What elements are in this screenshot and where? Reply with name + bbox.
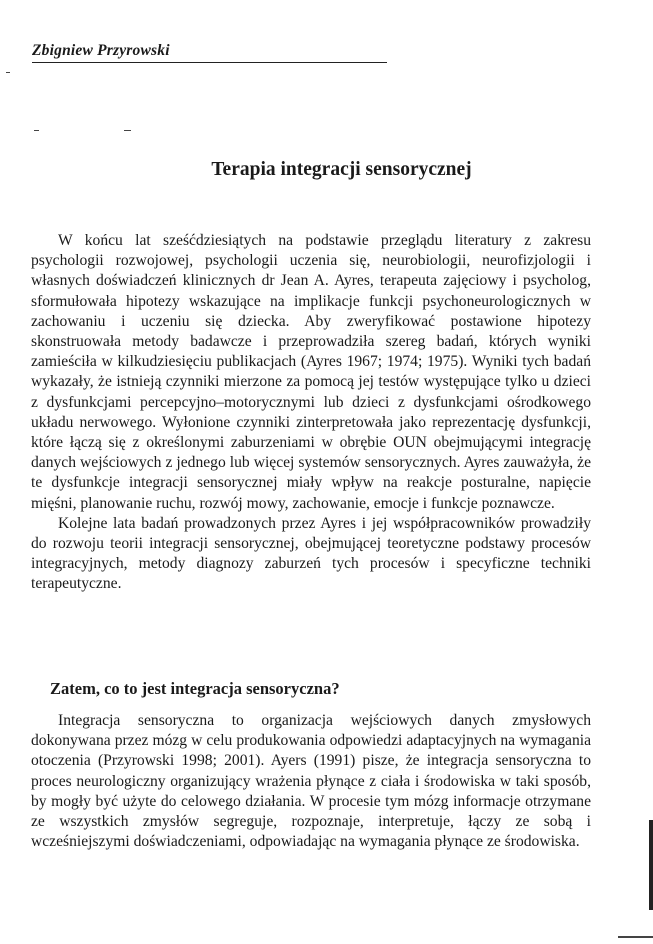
scan-edge-mark xyxy=(649,820,653,910)
paragraph: Kolejne lata badań prowadzonych przez Ayres i jej współpracowników prowadziły do rozwoju teorii integracji sensorycznej, obejmującej teoretyczne podstawy procesów integracyjnych, metody diagnozy zaburzeń tych procesów i specyficzne techniki terapeutyczne. xyxy=(31,514,591,593)
scan-speck xyxy=(34,130,39,131)
scan-speck xyxy=(124,130,131,131)
scan-speck xyxy=(6,72,10,73)
section-text xyxy=(31,711,591,852)
paragraph: W końcu lat sześćdziesiątych na podstawie przeglądu literatury z zakresu psychologii rozwojowej, psychologii uczenia się, neurobiologii, neurofizjologii i własnych doświadczeń klinicznych dr Jean A. Ayres, terapeuta zajęciowy i psycholog, sformułowała hipotezy wskazujące na implikacje funkcji psychoneurologicznych w zachowaniu i uczeniu się dziecka. Aby zweryfikować postawione hipotezy skonstruowała metody badawcze i przeprowadziła szereg badań, których wyniki zamieściła w kilkudziesięciu publikacjach (Ayres 1967; 1974; 1975). Wyniki tych badań wykazały, że istnieją czynniki mierzone za pomocą jej testów występujące tylko u dzieci z dysfunkcjami percepcyjno–motorycznymi lub dzieci z dysfunkcjami ośrodkowego układu nerwowego. Wyłonione czynniki zinterpretowała jako reprezentację dysfunkcji, które łączą się z określonymi zaburzeniami w obrębie OUN obejmującymi integrację danych wejściowych z jednego lub więcej systemów sensorycznych. Ayres zauważyła, że te dysfunkcje integracji sensorycznej miały wpływ na reakcje posturalne, napięcie mięśni, planowanie ruchu, rozwój mowy, zachowanie, emocje i funkcje poznawcze. xyxy=(31,232,591,512)
intro-text xyxy=(31,231,591,595)
scan-speck xyxy=(618,936,653,938)
section-heading: Zatem, co to jest integracja sensoryczna? xyxy=(50,679,340,698)
paragraph: Integracja sensoryczna to organizacja wejściowych danych zmysłowych dokonywana przez mózg w celu produkowania odpowiedzi adaptacyjnych na wymagania otoczenia (Przyrowski 1998; 2001). Ayers (1991) pisze, że integracja sensoryczna to proces neurologiczny organizujący wrażenia płynące z ciała i środowiska w taki sposób, by mogły być użyte do celowego działania. W procesie tym mózg informacje otrzymane ze wszystkich zmysłów segreguje, rozpoznaje, interpretuje, łączy ze sobą i wcześniejszymi doświadczeniami, odpowiadając na wymagania płynące ze środowiska. xyxy=(31,712,591,851)
page-title: Terapia integracji sensorycznej xyxy=(211,159,472,180)
running-head: Zbigniew Przyrowski xyxy=(32,42,387,63)
